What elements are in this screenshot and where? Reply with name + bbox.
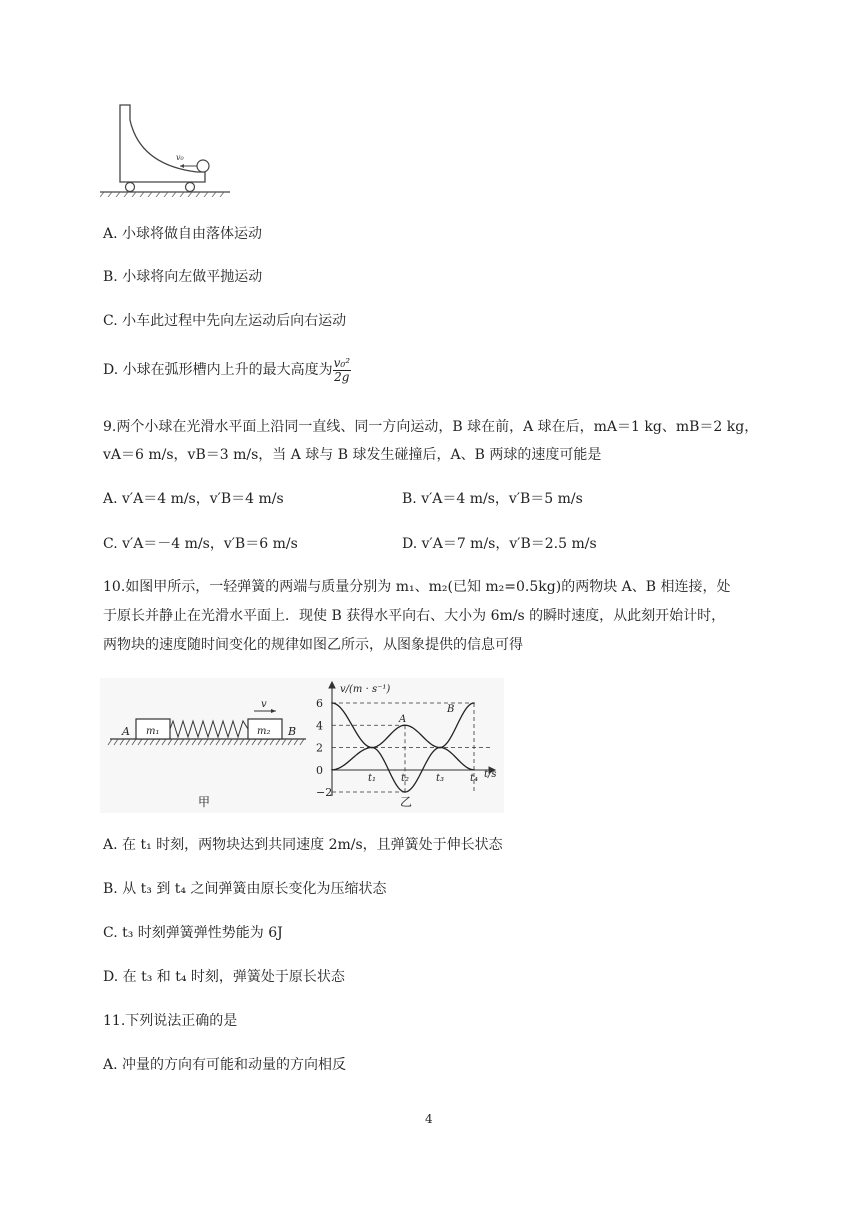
series-b-point (439, 747, 441, 749)
q11-stem: 11.下列说法正确的是 (103, 1013, 238, 1029)
q8-option-b: B. 小球将向左做平抛运动 (103, 269, 263, 285)
ground-hatch (228, 739, 232, 745)
series-b-point (331, 702, 333, 704)
ground-hatch (114, 739, 118, 745)
ground-hatch (144, 739, 148, 745)
ground-hatch (222, 739, 226, 745)
y-tick-label: 6 (316, 697, 323, 710)
ground-hatch (162, 739, 166, 745)
m2-label: m₂ (257, 726, 271, 737)
q8-option-d-text: D. 小球在弧形槽内上升的最大高度为 (103, 362, 333, 378)
x-tick-label: t₃ (436, 773, 445, 784)
ground-hatch (210, 739, 214, 745)
series-b-point (404, 791, 406, 793)
ground-hatch (180, 739, 184, 745)
cart-groove-figure (100, 100, 240, 200)
q10-stem-line2: 于原长并静止在光滑水平面上．现使 B 获得水平向右、大小为 6m/s 的瞬时速度，从此刻开始计时， (103, 608, 726, 624)
label-a: A (122, 725, 130, 738)
q9-stem-line2: vA＝6 m/s，vB＝3 m/s，当 A 球与 B 球发生碰撞后，A、B 两球的速度可能是 (103, 447, 602, 463)
ground-hatch (282, 739, 286, 745)
ground-hatch (300, 739, 304, 745)
figure-jia (100, 678, 312, 813)
y-tick-label: 0 (316, 763, 323, 777)
curve-a-label: A (399, 714, 407, 725)
spring (170, 721, 248, 737)
caption-jia: 甲 (198, 795, 211, 809)
y-tick-label: −2 (316, 786, 333, 799)
ground-hatch (150, 739, 154, 745)
curve-b-label: B (447, 704, 455, 715)
ground-hatch (138, 739, 142, 745)
y-tick-label: 2 (316, 741, 323, 755)
x-tick-label: t₄ (470, 773, 479, 784)
max-height-fraction (333, 357, 351, 384)
ground-hatch (198, 739, 202, 745)
ground-hatch (120, 739, 124, 745)
ground-hatch (264, 739, 268, 745)
q8-option-a: A. 小球将做自由落体运动 (103, 226, 263, 242)
ground-hatch (132, 739, 136, 745)
q9-stem-line1: 9.两个小球在光滑水平面上沿同一直线、同一方向运动，B 球在前，A 球在后，mA＝1 kg、mB＝2 kg， (103, 419, 759, 435)
series-b-point (473, 702, 475, 704)
fraction-denominator: 2g (334, 369, 350, 384)
m1-label: m₁ (146, 726, 160, 737)
fraction-numerator: v₀² (333, 355, 351, 370)
ground-hatch (234, 739, 238, 745)
ground-hatch (204, 739, 208, 745)
ground-hatch (288, 739, 292, 745)
y-tick-label: 4 (316, 719, 323, 733)
q11-option-a: A. 冲量的方向有可能和动量的方向相反 (103, 1057, 347, 1073)
ground-hatch (270, 739, 274, 745)
ground-hatch (192, 739, 196, 745)
y-axis-arrow (329, 682, 335, 688)
ground-hatch (186, 739, 190, 745)
q10-stem-line1: 10.如图甲所示，一轻弹簧的两端与质量分别为 m₁、m₂(已知 m₂=0.5kg)的两物块 A、B 相连接，处 (103, 579, 731, 595)
ground-hatch (216, 739, 220, 745)
series-a-point (331, 769, 333, 771)
q9-option-b: B. v′A＝4 m/s，v′B＝5 m/s (402, 491, 583, 507)
ground-hatch (246, 739, 250, 745)
velocity-v-label: v (261, 699, 267, 710)
ground-hatch (174, 739, 178, 745)
q8-option-d (103, 352, 351, 388)
q10-option-b: B. 从 t₃ 到 t₄ 之间弹簧由原长变化为压缩状态 (103, 881, 387, 897)
ground-hatch (126, 739, 130, 745)
ground-hatch (276, 739, 280, 745)
ground-hatch (108, 739, 112, 745)
v0-label: v₀ (176, 153, 184, 162)
label-b: B (288, 725, 297, 738)
q10-stem-line3: 两物块的速度随时间变化的规律如图乙所示，从图象提供的信息可得 (103, 637, 523, 653)
ground-hatch (168, 739, 172, 745)
q8-option-c: C. 小车此过程中先向左运动后向右运动 (103, 313, 347, 329)
q9-option-c: C. v′A＝－4 m/s，v′B＝6 m/s (103, 536, 298, 552)
series-b-point (371, 747, 373, 749)
ground-hatch (156, 739, 160, 745)
q9-option-a: A. v′A＝4 m/s，v′B＝4 m/s (103, 491, 284, 507)
page-number: 4 (425, 1112, 433, 1126)
q10-option-d: D. 在 t₃ 和 t₄ 时刻，弹簧处于原长状态 (103, 969, 345, 985)
ground-hatch (294, 739, 298, 745)
ground-hatch (240, 739, 244, 745)
y-axis-label: v/(m · s⁻¹) (340, 684, 391, 695)
ground-hatch (252, 739, 256, 745)
q9-option-d: D. v′A＝7 m/s，v′B＝2.5 m/s (402, 536, 597, 552)
ground-hatch (258, 739, 262, 745)
q10-option-c: C. t₃ 时刻弹簧弹性势能为 6J (103, 925, 283, 941)
figure-yi-vt-graph (312, 678, 504, 813)
x-axis-label: t/s (484, 769, 497, 780)
series-a-point (473, 769, 475, 771)
caption-yi: 乙 (400, 795, 413, 809)
q10-option-a: A. 在 t₁ 时刻，两物块达到共同速度 2m/s，且弹簧处于伸长状态 (103, 837, 503, 853)
x-tick-label: t₂ (401, 773, 410, 784)
x-tick-label: t₁ (368, 773, 377, 784)
